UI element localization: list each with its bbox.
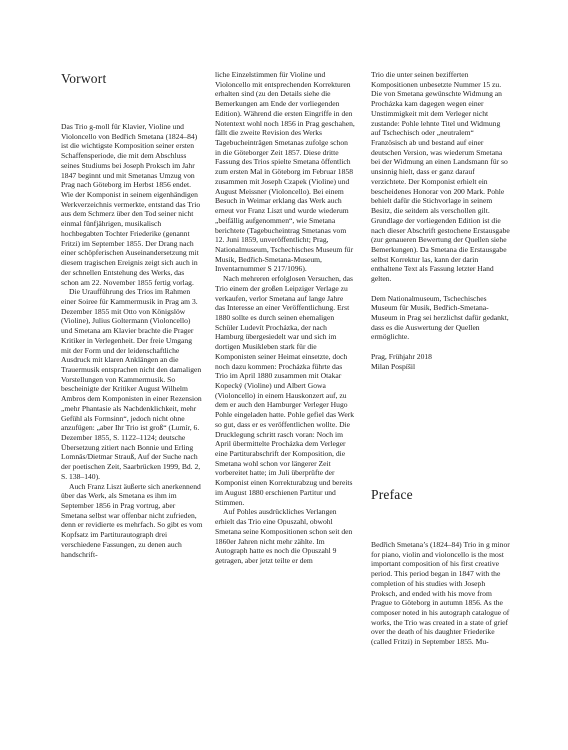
- paragraph: Die Uraufführung des Trios im Rahmen einer Soiree für Kammermusik in Prag am 3. Dezember 1855 mit Otto von Königslöw (Violine), Julius Goltermann (Violoncello) und Smetana am Klavier brachte die Prager Kritiker in Verlegenheit. Der freie Umgang mit der Form und der leidenschaftliche Ausdruck mit klaren Anklängen an die Trauermusik entsprachen nicht den damaligen Vorstellungen von Kammermusik. So bescheinigte der Kritiker August Wilhelm Ambros dem Komponisten in einer Rezension „mehr Phantasie als Nachdenklichkeit, mehr Gefühl als Formsinn“, jedoch nicht ohne anzufügen: „aber Ihr Trio ist groß“ (Lumír, 6. Dezember 1855, S. 1122–1124; deutsche Übersetzung zitiert nach Bonnie und Erling Lomnäs/Dietmar Strauß, Auf der Suche nach der poetischen Zeit, Saarbrücken 1999, Bd. 2, S. 138–140).: [61, 287, 202, 481]
- column-2: [215, 70, 355, 566]
- heading-preface: Preface: [371, 487, 413, 502]
- paragraph: Bedřich Smetana’s (1824–84) Trio in g minor for piano, violin and violoncello is the most important composition of his first creative period. This period began in 1847 with the completion of his studies with Joseph Proksch, and ended with his move from Prague to Göteborg in autumn 1856. As the composer noted in his autograph catalogue of works, the Trio was created in a state of grief over the death of his daughter Friederike (called Fritzi) in September 1855. Mu-: [371, 540, 510, 647]
- author-signature: Milan Pospíšil: [371, 361, 416, 371]
- paragraph: Auf Pohles ausdrückliches Verlangen erhielt das Trio eine Opuszahl, obwohl Smetana seine Kompositionen schon seit den 1860er Jahren nicht mehr zählte. Im Autograph hatte es noch die Opuszahl 9 getragen, aber jetzt teilte er dem: [215, 507, 353, 565]
- paragraph: Das Trio g-moll für Klavier, Violine und Violoncello von Bedřich Smetana (1824–84) ist die wichtigste Komposition seiner ersten Schaffensperiode, die mit dem Abschluss seines Studiums bei Joseph Proksch im Jahr 1847 beginnt und mit Smetanas Umzug von Prag nach Göteborg im Herbst 1856 endet. Wie der Komponist in seinem eigenhändigen Werkverzeichnis vermerkte, entstand das Trio aus dem Schmerz über den Tod seiner nicht einmal fünfjährigen, musikalisch hochbegabten Tochter Friederike (genannt Fritzi) im September 1855. Der Drang nach einer schöpferischen Auseinandersetzung mit diesem tragischen Ereignis zeigt sich auch in der schnellen Entstehung des Werks, das schon am 22. November 1855 fertig vorlag.: [61, 122, 201, 287]
- paragraph: Nach mehreren erfolglosen Versuchen, das Trio einem der großen Leipziger Verlage zu verkaufen, verlor Smetana auf lange Jahre das Interesse an einer Veröffentlichung. Erst 1880 sollte es durch seinen ehemaligen Schüler Ludevít Procházka, der nach Hamburg übergesiedelt war und sich im dortigen Musikleben stark für die Komponisten seiner Heimat einsetzte, doch noch dazu kommen: Procházka führte das Trio im April 1880 zusammen mit Otakar Kopecký (Violine) und Albert Gowa (Violoncello) in einem Hauskonzert auf, zu dem er auch den Hamburger Verleger Hugo Pohle eingeladen hatte. Pohle gefiel das Werk so gut, dass er es veröffentlichen wollte. Die Drucklegung schritt rasch voran: Noch im April übermittelte Procházka dem Verleger eine Partiturabschrift der Komposition, die Smetana wohl schon vor längerer Zeit vorbereitet hatte; im Juli überprüfte der Komponist einen Korrekturabzug und bereits im August 1880 erschienen Partitur und Stimmen.: [215, 274, 355, 507]
- paragraph: Trio die unter seinen bezifferten Kompositionen unbesetzte Nummer 15 zu. Die von Smetana gewünschte Widmung an Procházka kam dagegen wegen einer Unstimmigkeit mit dem Verleger nicht zustande: Pohle lehnte Titel und Widmung auf Tschechisch oder „neutralem“ Französisch ab und bestand auf einer deutschen Version, was wiederum Smetana bei der Widmung an einen Landsmann für so unsinnig hielt, dass er ganz darauf verzichtete. Der Komponist erhielt ein bescheidenes Honorar von 200 Mark. Pohle behielt dafür die Stichvorlage in seinem Besitz, die seitdem als verschollen gilt. Grundlage der vorliegenden Edition ist die nach dieser Abschrift gestochene Erstausgabe (zur genaueren Bewertung der Quellen siehe Bemerkungen). Da Smetana die Erstausgabe selbst Korrektur las, kann der darin enthaltene Text als Fassung letzter Hand gelten.: [371, 70, 510, 284]
- column-1: [61, 122, 203, 559]
- acknowledgement: Dem Nationalmuseum, Tschechisches Museum für Musik, Bedřich-Smetana-Museum in Prag sei herzlichst dafür gedankt, dass es die Auswertung der Quellen ermöglichte.: [371, 293, 509, 342]
- paragraph: liche Einzelstimmen für Violine und Violoncello mit entsprechenden Korrekturen erhalten sind (zu den Details siehe die Bemerkungen am Ende der vorliegenden Edition). Während die ersten Eingriffe in den Notentext wohl noch 1856 in Prag geschahen, fällt die zweite Revision des Werks Tagebucheinträgen Smetanas zufolge schon in die Göteborger Zeit 1857. Diese dritte Fassung des Trios spielte Smetana öffentlich zum ersten Mal in Göteborg im Februar 1858 zusammen mit Joseph Czapek (Violine) und August Meissner (Violoncello). Bei einem Besuch in Weimar erklang das Werk auch erneut vor Franz Liszt und wurde wiederum „beifällig aufgenommen“, wie Smetana berichtete (Tagebucheintrag Smetanas vom 12. Juni 1859, unveröffentlicht; Prag, Nationalmuseum, Tschechisches Museum für Musik, Bedřich-Smetana-Museum, Inventarnummer S 217/1096).: [215, 70, 355, 274]
- paragraph: Auch Franz Liszt äußerte sich anerkennend über das Werk, als Smetana es ihm im September 1856 in Prag vortrug, aber Smetana selbst war offenbar nicht zufrieden, denn er revidierte es mehrfach. So gibt es vom Kopfsatz im Partiturautograph drei verschiedene Fassungen, zu denen auch handschrift-: [61, 481, 203, 559]
- place-date: Prag, Frühjahr 2018: [371, 351, 432, 361]
- heading-vorwort: Vorwort: [61, 71, 107, 86]
- column-3: [371, 70, 511, 371]
- preface-column: [371, 540, 511, 647]
